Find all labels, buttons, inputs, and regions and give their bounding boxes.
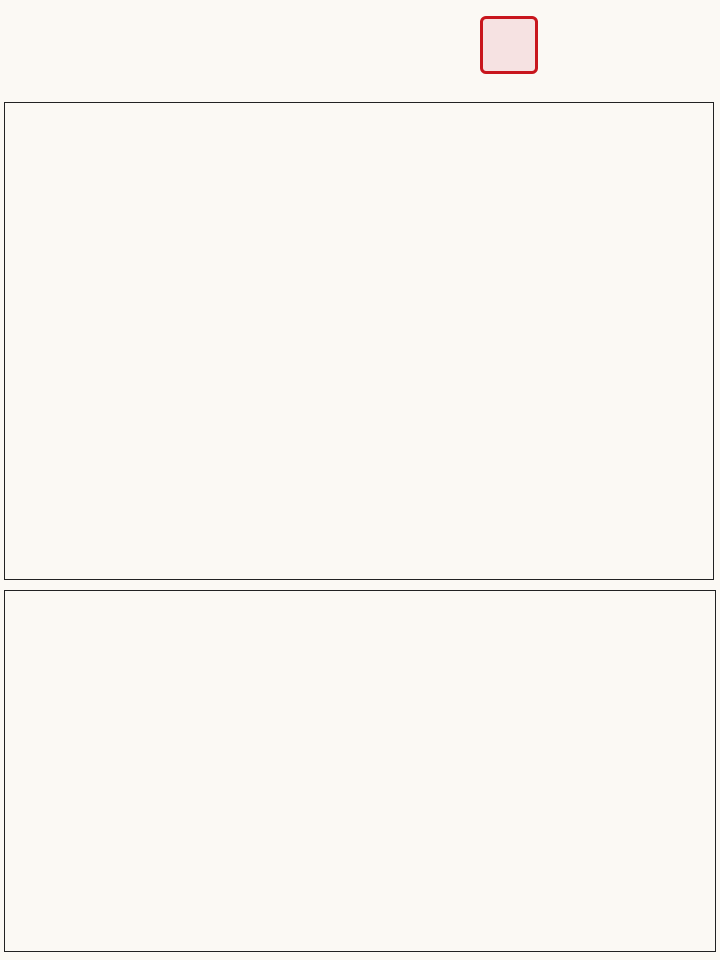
chart-panels — [4, 102, 714, 580]
annual-grid — [4, 590, 716, 952]
qr-code-icon[interactable] — [378, 20, 448, 90]
seal-stamp — [480, 16, 538, 74]
